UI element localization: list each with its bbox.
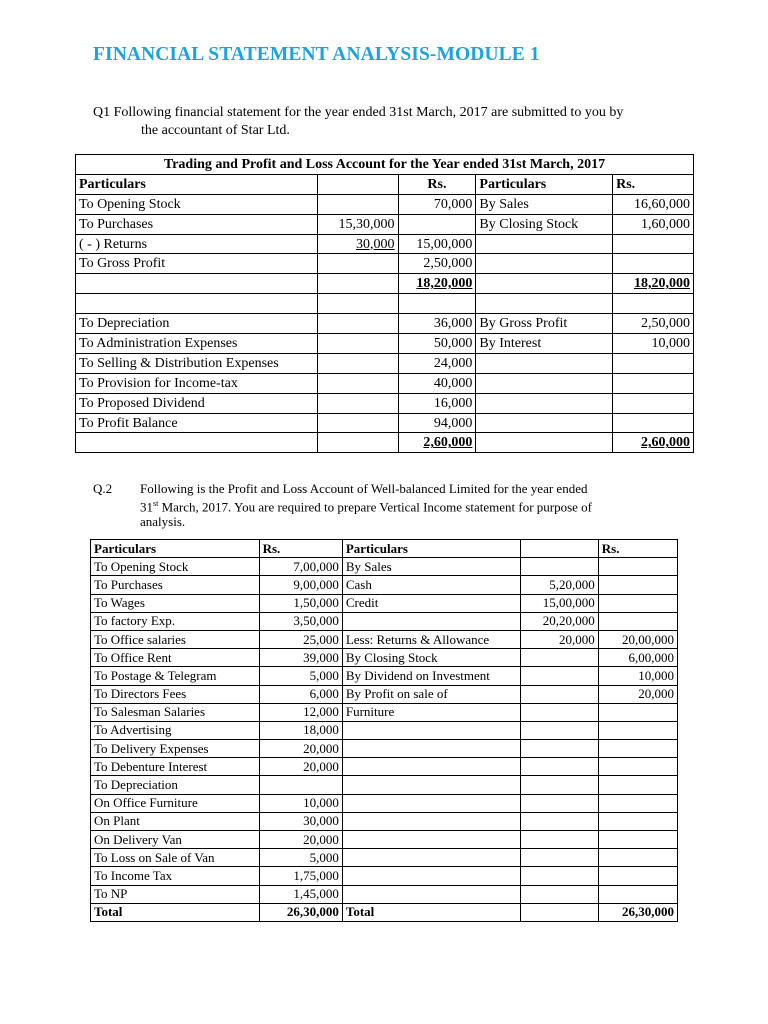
amount-cell: 2,50,000	[398, 254, 476, 274]
table-row	[91, 740, 678, 758]
sub-amount-cell	[520, 703, 598, 721]
amount-cell: 36,000	[398, 314, 476, 334]
amount-2-cell	[598, 758, 677, 776]
table-row	[91, 794, 678, 812]
particulars-2-cell	[476, 373, 613, 393]
table-row	[91, 630, 678, 648]
amount-inner-cell: 15,30,000	[317, 214, 398, 234]
table-row	[91, 576, 678, 594]
amount-2-cell	[613, 413, 694, 433]
particulars-2-cell	[476, 413, 613, 433]
question-2	[93, 481, 673, 529]
sub-amount-cell	[520, 758, 598, 776]
table-row	[76, 393, 694, 413]
particulars-cell: To Depreciation	[76, 314, 318, 334]
particulars-cell: To Postage & Telegram	[91, 667, 260, 685]
table-row	[91, 849, 678, 867]
amount-2-cell	[598, 812, 677, 830]
question-2-line-3: analysis.	[140, 514, 186, 530]
particulars-cell	[76, 274, 318, 294]
particulars-cell	[76, 433, 318, 453]
amount-inner-cell	[317, 433, 398, 453]
amount-inner-cell	[317, 373, 398, 393]
table-row	[91, 867, 678, 885]
particulars-2-cell	[476, 353, 613, 373]
particulars-cell: To Proposed Dividend	[76, 393, 318, 413]
particulars-cell: To Debenture Interest	[91, 758, 260, 776]
amount-2-cell: 6,00,000	[598, 649, 677, 667]
particulars-2-cell	[342, 740, 520, 758]
particulars-2-cell	[476, 393, 613, 413]
header-blank	[317, 174, 398, 194]
particulars-2-cell: By Sales	[342, 558, 520, 576]
table-row	[76, 234, 694, 254]
particulars-2-cell: By Profit on sale of	[342, 685, 520, 703]
sub-amount-cell	[520, 776, 598, 794]
amount-2-cell: 2,60,000	[613, 433, 694, 453]
sub-amount-cell: 20,20,000	[520, 612, 598, 630]
amount-inner-cell	[317, 393, 398, 413]
amount-cell: 7,00,000	[259, 558, 342, 576]
amount-2-cell	[613, 294, 694, 314]
particulars-2-cell	[342, 721, 520, 739]
particulars-cell: To Office salaries	[91, 630, 260, 648]
amount-2-cell	[598, 740, 677, 758]
amount-2-cell	[598, 703, 677, 721]
amount-cell: 1,75,000	[259, 867, 342, 885]
table-row	[76, 373, 694, 393]
page-title: FINANCIAL STATEMENT ANALYSIS-MODULE 1	[93, 44, 540, 65]
amount-2-cell	[598, 849, 677, 867]
amount-cell: 25,000	[259, 630, 342, 648]
amount-cell: 20,000	[259, 831, 342, 849]
sub-amount-cell	[520, 558, 598, 576]
particulars-cell: To Purchases	[91, 576, 260, 594]
header-blank	[520, 540, 598, 558]
sub-amount-cell	[520, 794, 598, 812]
amount-2-cell: 2,50,000	[613, 314, 694, 334]
sub-amount-cell	[520, 812, 598, 830]
amount-2-cell: 20,000	[598, 685, 677, 703]
table-row	[91, 594, 678, 612]
particulars-cell: To Salesman Salaries	[91, 703, 260, 721]
particulars-2-cell: By Sales	[476, 194, 613, 214]
amount-2-cell: 10,000	[613, 334, 694, 354]
amount-cell: 20,000	[259, 758, 342, 776]
particulars-2-cell	[342, 849, 520, 867]
particulars-2-cell: Credit	[342, 594, 520, 612]
table-row	[91, 831, 678, 849]
particulars-cell: To Loss on Sale of Van	[91, 849, 260, 867]
sub-amount-cell	[520, 831, 598, 849]
profit-loss-account-table	[90, 539, 678, 922]
amount-inner-cell	[317, 334, 398, 354]
particulars-cell: To Wages	[91, 594, 260, 612]
particulars-cell: ( - ) Returns	[76, 234, 318, 254]
table-row	[91, 776, 678, 794]
particulars-cell: To Profit Balance	[76, 413, 318, 433]
sub-amount-cell	[520, 867, 598, 885]
header-rs-2: Rs.	[598, 540, 677, 558]
question-1-line-2: the accountant of Star Ltd.	[141, 123, 290, 138]
amount-cell: 18,000	[259, 721, 342, 739]
particulars-cell: To Gross Profit	[76, 254, 318, 274]
table-row	[91, 721, 678, 739]
amount-cell	[259, 776, 342, 794]
table-row	[91, 758, 678, 776]
table-row	[76, 194, 694, 214]
amount-2-cell	[598, 831, 677, 849]
amount-inner-cell: 30,000	[317, 234, 398, 254]
particulars-2-cell: By Dividend on Investment	[342, 667, 520, 685]
amount-2-cell	[613, 234, 694, 254]
particulars-2-cell: By Interest	[476, 334, 613, 354]
particulars-2-cell: Total	[342, 903, 520, 921]
header-rs: Rs.	[259, 540, 342, 558]
particulars-2-cell: Less: Returns & Allowance	[342, 630, 520, 648]
trading-profit-loss-table	[75, 154, 694, 453]
amount-2-cell	[613, 373, 694, 393]
particulars-cell: To Purchases	[76, 214, 318, 234]
header-rs-2: Rs.	[613, 174, 694, 194]
amount-cell	[398, 214, 476, 234]
particulars-2-cell	[342, 885, 520, 903]
table-caption-row	[76, 155, 694, 175]
question-2-line-1: Following is the Profit and Loss Account of Well-balanced Limited for the year ended	[140, 481, 588, 496]
amount-inner-cell	[317, 413, 398, 433]
table-row	[76, 334, 694, 354]
sub-amount-cell: 20,000	[520, 630, 598, 648]
amount-cell: 39,000	[259, 649, 342, 667]
amount-2-cell	[598, 885, 677, 903]
particulars-cell: To NP	[91, 885, 260, 903]
table-row	[76, 413, 694, 433]
amount-2-cell	[598, 612, 677, 630]
particulars-cell: To Administration Expenses	[76, 334, 318, 354]
particulars-cell: On Delivery Van	[91, 831, 260, 849]
amount-cell: 26,30,000	[259, 903, 342, 921]
sub-amount-cell: 15,00,000	[520, 594, 598, 612]
particulars-2-cell: By Closing Stock	[342, 649, 520, 667]
particulars-cell: To Opening Stock	[76, 194, 318, 214]
table-row	[91, 685, 678, 703]
particulars-2-cell	[476, 433, 613, 453]
amount-2-cell: 16,60,000	[613, 194, 694, 214]
particulars-cell: On Office Furniture	[91, 794, 260, 812]
particulars-2-cell: By Closing Stock	[476, 214, 613, 234]
question-2-line-2: 31st March, 2017. You are required to prepare Vertical Income statement for purpose of	[140, 499, 593, 515]
table-row	[76, 294, 694, 314]
amount-cell: 5,000	[259, 849, 342, 867]
sub-amount-cell	[520, 885, 598, 903]
amount-inner-cell	[317, 294, 398, 314]
particulars-cell: On Plant	[91, 812, 260, 830]
amount-2-cell: 10,000	[598, 667, 677, 685]
amount-2-cell	[598, 594, 677, 612]
amount-cell: 10,000	[259, 794, 342, 812]
sub-amount-cell	[520, 685, 598, 703]
amount-cell: 2,60,000	[398, 433, 476, 453]
particulars-2-cell	[342, 867, 520, 885]
table-caption: Trading and Profit and Loss Account for the Year ended 31st March, 2017	[76, 155, 694, 175]
header-rs: Rs.	[398, 174, 476, 194]
particulars-2-cell	[342, 794, 520, 812]
particulars-cell: To Opening Stock	[91, 558, 260, 576]
table-row	[91, 558, 678, 576]
particulars-2-cell	[476, 294, 613, 314]
sub-amount-cell	[520, 740, 598, 758]
amount-cell: 94,000	[398, 413, 476, 433]
table-row	[91, 885, 678, 903]
amount-2-cell: 26,30,000	[598, 903, 677, 921]
amount-inner-cell	[317, 194, 398, 214]
amount-2-cell	[598, 776, 677, 794]
amount-cell: 20,000	[259, 740, 342, 758]
amount-2-cell	[613, 254, 694, 274]
particulars-cell: To Provision for Income-tax	[76, 373, 318, 393]
particulars-cell: To Advertising	[91, 721, 260, 739]
table-row	[91, 903, 678, 921]
amount-cell: 9,00,000	[259, 576, 342, 594]
amount-2-cell	[613, 393, 694, 413]
amount-cell: 15,00,000	[398, 234, 476, 254]
amount-cell: 70,000	[398, 194, 476, 214]
table-header-row	[76, 174, 694, 194]
particulars-cell: To Delivery Expenses	[91, 740, 260, 758]
table-row	[76, 254, 694, 274]
table-row	[91, 812, 678, 830]
amount-cell: 1,45,000	[259, 885, 342, 903]
table-row	[76, 314, 694, 334]
header-particulars-2: Particulars	[342, 540, 520, 558]
amount-cell: 3,50,000	[259, 612, 342, 630]
amount-2-cell	[598, 721, 677, 739]
sub-amount-cell	[520, 721, 598, 739]
amount-2-cell	[613, 353, 694, 373]
amount-2-cell: 1,60,000	[613, 214, 694, 234]
amount-inner-cell	[317, 314, 398, 334]
table-row	[91, 667, 678, 685]
amount-cell: 40,000	[398, 373, 476, 393]
question-1	[93, 104, 693, 140]
particulars-2-cell	[476, 234, 613, 254]
particulars-2-cell	[476, 274, 613, 294]
header-particulars-2: Particulars	[476, 174, 613, 194]
particulars-2-cell	[342, 812, 520, 830]
amount-2-cell: 18,20,000	[613, 274, 694, 294]
amount-2-cell	[598, 794, 677, 812]
amount-cell: 1,50,000	[259, 594, 342, 612]
particulars-2-cell: Cash	[342, 576, 520, 594]
amount-2-cell	[598, 867, 677, 885]
particulars-2-cell: By Gross Profit	[476, 314, 613, 334]
particulars-2-cell	[342, 831, 520, 849]
sub-amount-cell: 5,20,000	[520, 576, 598, 594]
particulars-cell	[76, 294, 318, 314]
amount-cell	[398, 294, 476, 314]
sub-amount-cell	[520, 903, 598, 921]
amount-cell: 30,000	[259, 812, 342, 830]
amount-cell: 18,20,000	[398, 274, 476, 294]
particulars-2-cell: Furniture	[342, 703, 520, 721]
particulars-2-cell	[476, 254, 613, 274]
table-row	[91, 649, 678, 667]
amount-inner-cell	[317, 274, 398, 294]
particulars-2-cell	[342, 612, 520, 630]
table-row	[76, 433, 694, 453]
question-1-line-1: Q1 Following financial statement for the year ended 31st March, 2017 are submitted to you by	[93, 105, 624, 120]
particulars-2-cell	[342, 758, 520, 776]
amount-cell: 5,000	[259, 667, 342, 685]
particulars-cell: To Directors Fees	[91, 685, 260, 703]
particulars-cell: To factory Exp.	[91, 612, 260, 630]
header-particulars: Particulars	[91, 540, 260, 558]
table-header-row	[91, 540, 678, 558]
amount-cell: 16,000	[398, 393, 476, 413]
particulars-cell: To Depreciation	[91, 776, 260, 794]
sub-amount-cell	[520, 649, 598, 667]
sub-amount-cell	[520, 667, 598, 685]
table-row	[91, 703, 678, 721]
amount-inner-cell	[317, 353, 398, 373]
amount-2-cell: 20,00,000	[598, 630, 677, 648]
table-row	[76, 274, 694, 294]
amount-cell: 12,000	[259, 703, 342, 721]
question-2-number: Q.2	[93, 481, 113, 496]
amount-cell: 24,000	[398, 353, 476, 373]
amount-inner-cell	[317, 254, 398, 274]
table-row	[91, 612, 678, 630]
amount-2-cell	[598, 558, 677, 576]
amount-cell: 6,000	[259, 685, 342, 703]
header-particulars: Particulars	[76, 174, 318, 194]
sub-amount-cell	[520, 849, 598, 867]
particulars-cell: To Selling & Distribution Expenses	[76, 353, 318, 373]
table-row	[76, 353, 694, 373]
particulars-2-cell	[342, 776, 520, 794]
table-row	[76, 214, 694, 234]
particulars-cell: To Income Tax	[91, 867, 260, 885]
amount-cell: 50,000	[398, 334, 476, 354]
amount-2-cell	[598, 576, 677, 594]
particulars-cell: Total	[91, 903, 260, 921]
particulars-cell: To Office Rent	[91, 649, 260, 667]
